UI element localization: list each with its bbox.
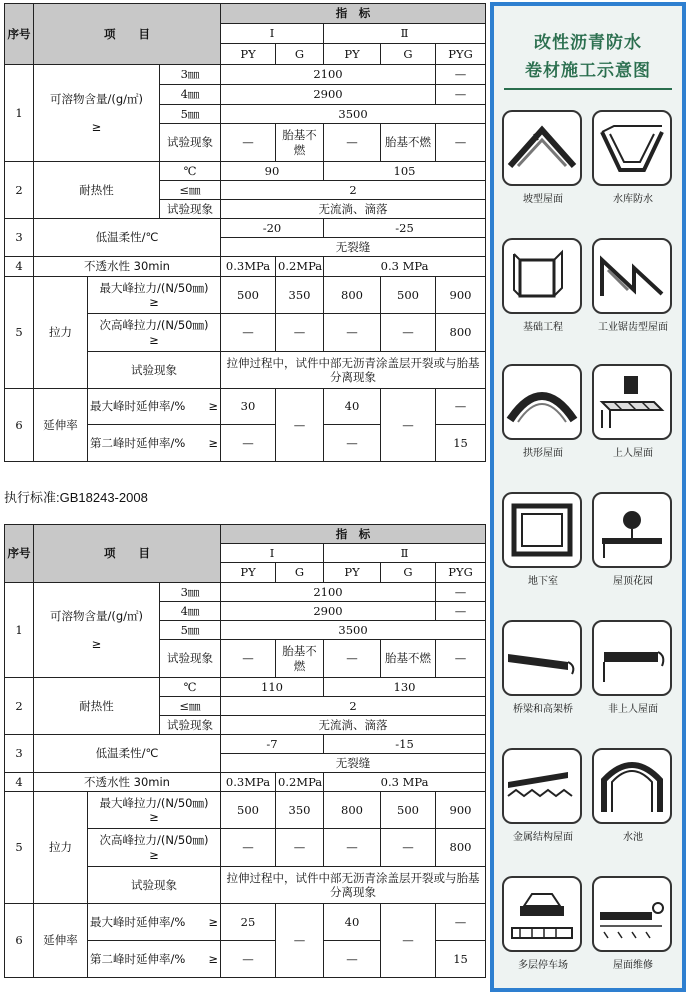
arched-roof-icon bbox=[504, 366, 580, 438]
row-no-4: 4 bbox=[5, 257, 34, 277]
header-item: 项 目 bbox=[34, 4, 221, 65]
dash: — bbox=[436, 602, 486, 621]
max-force-py-i: 500 bbox=[221, 792, 276, 829]
tensile-label: 拉力 bbox=[34, 277, 88, 389]
reservoir-icon bbox=[594, 112, 670, 184]
col-pyg: PYG bbox=[436, 563, 486, 583]
thickness-5mm: 5㎜ bbox=[160, 105, 221, 124]
row-no-1: 1 bbox=[5, 583, 34, 678]
tile-reservoir bbox=[592, 110, 674, 205]
dash: — bbox=[381, 389, 436, 462]
tile-pool bbox=[592, 748, 674, 843]
water-py-i: 0.3MPa bbox=[221, 257, 276, 277]
header-no: 序号 bbox=[5, 525, 34, 583]
dash: — bbox=[276, 829, 324, 867]
foundation-icon bbox=[504, 240, 580, 312]
basement-icon bbox=[504, 494, 580, 566]
max-elong-py-ii: 40 bbox=[324, 904, 381, 941]
grade-ii: Ⅱ bbox=[324, 544, 486, 563]
tile-non-accessible-roof bbox=[592, 620, 674, 715]
tile-label: 上人屋面 bbox=[613, 448, 653, 459]
heat-phenomenon: 无流淌、滴落 bbox=[221, 200, 486, 219]
water-py-i: 0.3MPa bbox=[221, 773, 276, 792]
tile-bridge bbox=[502, 620, 584, 715]
tensile-phenomenon-label: 试验现象 bbox=[88, 352, 221, 389]
second-elong-pyg: 15 bbox=[436, 425, 486, 462]
max-peak-elong-label: 最大峰时延伸率/% ≥ bbox=[88, 389, 221, 425]
solubles-name: 可溶物含量/(g/㎡) bbox=[49, 608, 144, 623]
heat-temp-i: 110 bbox=[221, 678, 324, 697]
sloped-roof-icon bbox=[504, 112, 580, 184]
non-accessible-roof-icon bbox=[594, 622, 670, 694]
max-elong-py-i: 25 bbox=[221, 904, 276, 941]
col-g-i: G bbox=[276, 44, 324, 65]
tile-roof-garden bbox=[592, 492, 674, 587]
dash: — bbox=[436, 583, 486, 602]
row-no-2: 2 bbox=[5, 162, 34, 219]
col-py-i: PY bbox=[221, 44, 276, 65]
sidebar-title-line1: 改性沥青防水 bbox=[534, 33, 642, 53]
max-peak-force-label: 最大峰拉力/(N/50㎜) ≥ bbox=[88, 277, 221, 314]
tile-label: 屋顶花园 bbox=[613, 576, 653, 587]
dash: — bbox=[324, 124, 381, 162]
dash: — bbox=[221, 314, 276, 352]
dash: — bbox=[276, 904, 324, 978]
construction-diagram-panel bbox=[490, 2, 686, 992]
solubles-5mm: 3500 bbox=[221, 105, 486, 124]
solubles-3mm: 2100 bbox=[221, 583, 436, 602]
dash: — bbox=[276, 389, 324, 462]
row-no-1: 1 bbox=[5, 65, 34, 162]
celsius-label: ℃ bbox=[160, 162, 221, 181]
tile-label: 水池 bbox=[623, 832, 643, 843]
heat-temp-ii: 130 bbox=[324, 678, 486, 697]
thickness-3mm: 3㎜ bbox=[160, 65, 221, 85]
tile-label: 地下室 bbox=[528, 576, 558, 587]
thickness-4mm: 4㎜ bbox=[160, 85, 221, 105]
low-temp-phenomenon: 无裂缝 bbox=[221, 754, 486, 773]
tile-label: 拱形屋面 bbox=[523, 448, 563, 459]
header-index: 指 标 bbox=[221, 4, 486, 24]
max-force-g-ii: 500 bbox=[381, 792, 436, 829]
sawtooth-roof-icon bbox=[594, 240, 670, 312]
col-py-i: PY bbox=[221, 563, 276, 583]
sidebar-title-line2: 卷材施工示意图 bbox=[525, 61, 651, 81]
celsius-label: ℃ bbox=[160, 678, 221, 697]
max-peak-force-label: 最大峰拉力/(N/50㎜) ≥ bbox=[88, 792, 221, 829]
header-item: 项 目 bbox=[34, 525, 221, 583]
max-force-g-ii: 500 bbox=[381, 277, 436, 314]
no-burn-ii: 胎基不燃 bbox=[381, 640, 436, 678]
tile-label: 非上人屋面 bbox=[608, 704, 658, 715]
dash: — bbox=[221, 124, 276, 162]
dash: — bbox=[221, 829, 276, 867]
col-py-ii: PY bbox=[324, 563, 381, 583]
col-pyg: PYG bbox=[436, 44, 486, 65]
tile-basement bbox=[502, 492, 584, 587]
tile-label: 工业锯齿型屋面 bbox=[598, 322, 668, 333]
header-index: 指 标 bbox=[221, 525, 486, 544]
water-g-i: 0.2MPa bbox=[276, 773, 324, 792]
tile-label: 多层停车场 bbox=[518, 960, 568, 971]
tile-label: 屋面维修 bbox=[613, 960, 653, 971]
solubles-4mm: 2900 bbox=[221, 85, 436, 105]
accessible-roof-icon bbox=[594, 366, 670, 438]
dash: — bbox=[324, 425, 381, 462]
max-force-py-ii: 800 bbox=[324, 277, 381, 314]
tile-sawtooth-roof bbox=[592, 238, 674, 333]
col-g-ii: G bbox=[381, 44, 436, 65]
spec-table-1 bbox=[4, 3, 486, 462]
dash: — bbox=[324, 941, 381, 978]
heat-temp-i: 90 bbox=[221, 162, 324, 181]
tile-label: 桥梁和高架桥 bbox=[513, 704, 573, 715]
grade-i: Ⅰ bbox=[221, 24, 324, 44]
dash: — bbox=[381, 829, 436, 867]
low-temp-i: -20 bbox=[221, 219, 324, 238]
bridge-icon bbox=[504, 622, 580, 694]
dash: — bbox=[324, 640, 381, 678]
dash: — bbox=[221, 941, 276, 978]
low-temp-phenomenon: 无裂缝 bbox=[221, 238, 486, 257]
heat-phenomenon: 无流淌、滴落 bbox=[221, 716, 486, 735]
roof-garden-icon bbox=[594, 494, 670, 566]
row-no-5: 5 bbox=[5, 792, 34, 904]
heat-slip: 2 bbox=[221, 181, 486, 200]
pool-icon bbox=[594, 750, 670, 822]
no-burn-i: 胎基不燃 bbox=[276, 640, 324, 678]
tensile-phenomenon-label: 试验现象 bbox=[88, 867, 221, 904]
row-no-3: 3 bbox=[5, 735, 34, 773]
dash: — bbox=[221, 640, 276, 678]
water-ii: 0.3 MPa bbox=[324, 257, 486, 277]
row-no-3: 3 bbox=[5, 219, 34, 257]
max-force-py-i: 500 bbox=[221, 277, 276, 314]
dash: — bbox=[436, 124, 486, 162]
dash: — bbox=[381, 314, 436, 352]
max-elong-py-i: 30 bbox=[221, 389, 276, 425]
max-force-pyg: 900 bbox=[436, 277, 486, 314]
heat-slip: 2 bbox=[221, 697, 486, 716]
tile-foundation bbox=[502, 238, 584, 333]
second-elong-pyg: 15 bbox=[436, 941, 486, 978]
tensile-phenomenon: 拉伸过程中，试件中部无沥青涂盖层开裂或与胎基分离现象 bbox=[221, 867, 486, 904]
col-g-ii: G bbox=[381, 563, 436, 583]
tile-label: 水库防水 bbox=[613, 194, 653, 205]
max-force-g-i: 350 bbox=[276, 792, 324, 829]
header-no: 序号 bbox=[5, 4, 34, 65]
parking-icon bbox=[504, 878, 580, 950]
tensile-phenomenon: 拉伸过程中，试件中部无沥青涂盖层开裂或与胎基分离现象 bbox=[221, 352, 486, 389]
second-peak-elong-label: 第二峰时延伸率/% ≥ bbox=[88, 941, 221, 978]
second-peak-elong-label: 第二峰时延伸率/% ≥ bbox=[88, 425, 221, 462]
standard-line: 执行标准:GB18243-2008 bbox=[4, 490, 148, 505]
water-g-i: 0.2MPa bbox=[276, 257, 324, 277]
tile-roof-repair bbox=[592, 876, 674, 971]
dash: — bbox=[381, 904, 436, 978]
dash: — bbox=[436, 389, 486, 425]
test-phenomenon-label: 试验现象 bbox=[160, 200, 221, 219]
solubles-5mm: 3500 bbox=[221, 621, 486, 640]
metal-roof-icon bbox=[504, 750, 580, 822]
dash: — bbox=[436, 640, 486, 678]
le-mm-label: ≤㎜ bbox=[160, 697, 221, 716]
tensile-label: 拉力 bbox=[34, 792, 88, 904]
low-temp-i: -7 bbox=[221, 735, 324, 754]
le-mm-label: ≤㎜ bbox=[160, 181, 221, 200]
heat-temp-ii: 105 bbox=[324, 162, 486, 181]
max-peak-elong-label: 最大峰时延伸率/% ≥ bbox=[88, 904, 221, 941]
row-no-4: 4 bbox=[5, 773, 34, 792]
tile-label: 金属结构屋面 bbox=[513, 832, 573, 843]
low-temp-ii: -25 bbox=[324, 219, 486, 238]
low-temp-label: 低温柔性/℃ bbox=[34, 219, 221, 257]
roof-repair-icon bbox=[594, 878, 670, 950]
second-force-pyg: 800 bbox=[436, 829, 486, 867]
second-peak-force-label: 次高峰拉力/(N/50㎜) ≥ bbox=[88, 314, 221, 352]
elongation-label: 延伸率 bbox=[34, 389, 88, 462]
tile-label: 基础工程 bbox=[523, 322, 563, 333]
solubles-geq: ≥ bbox=[91, 637, 102, 651]
dash: — bbox=[436, 904, 486, 941]
grade-ii: Ⅱ bbox=[324, 24, 486, 44]
col-py-ii: PY bbox=[324, 44, 381, 65]
max-force-pyg: 900 bbox=[436, 792, 486, 829]
col-g-i: G bbox=[276, 563, 324, 583]
heat-label: 耐热性 bbox=[34, 678, 160, 735]
low-temp-ii: -15 bbox=[324, 735, 486, 754]
dash: — bbox=[324, 314, 381, 352]
tile-label: 坡型屋面 bbox=[523, 194, 563, 205]
spec-table-2 bbox=[4, 524, 486, 978]
no-burn-i: 胎基不燃 bbox=[276, 124, 324, 162]
dash: — bbox=[276, 314, 324, 352]
solubles-name: 可溶物含量/(g/㎡) bbox=[49, 91, 144, 106]
thickness-3mm: 3㎜ bbox=[160, 583, 221, 602]
water-ii: 0.3 MPa bbox=[324, 773, 486, 792]
test-phenomenon-label: 试验现象 bbox=[160, 640, 221, 678]
solubles-geq: ≥ bbox=[91, 120, 102, 134]
row-no-2: 2 bbox=[5, 678, 34, 735]
tile-metal-roof bbox=[502, 748, 584, 843]
second-peak-force-label: 次高峰拉力/(N/50㎜) ≥ bbox=[88, 829, 221, 867]
solubles-3mm: 2100 bbox=[221, 65, 436, 85]
row-no-6: 6 bbox=[5, 389, 34, 462]
row-no-6: 6 bbox=[5, 904, 34, 978]
elongation-label: 延伸率 bbox=[34, 904, 88, 978]
solubles-label bbox=[34, 65, 160, 162]
row-no-5: 5 bbox=[5, 277, 34, 389]
solubles-label bbox=[34, 583, 160, 678]
heat-label: 耐热性 bbox=[34, 162, 160, 219]
dash: — bbox=[221, 425, 276, 462]
tile-parking bbox=[502, 876, 584, 971]
solubles-4mm: 2900 bbox=[221, 602, 436, 621]
max-force-py-ii: 800 bbox=[324, 792, 381, 829]
tile-sloped-roof bbox=[502, 110, 584, 205]
low-temp-label: 低温柔性/℃ bbox=[34, 735, 221, 773]
dash: — bbox=[436, 85, 486, 105]
test-phenomenon-label: 试验现象 bbox=[160, 124, 221, 162]
test-phenomenon-label: 试验现象 bbox=[160, 716, 221, 735]
impermeability-label: 不透水性 30min bbox=[34, 257, 221, 277]
dash: — bbox=[324, 829, 381, 867]
second-force-pyg: 800 bbox=[436, 314, 486, 352]
no-burn-ii: 胎基不燃 bbox=[381, 124, 436, 162]
tile-arched-roof bbox=[502, 364, 584, 459]
thickness-4mm: 4㎜ bbox=[160, 602, 221, 621]
sidebar-title-rule bbox=[504, 88, 672, 90]
tile-accessible-roof bbox=[592, 364, 674, 459]
max-force-g-i: 350 bbox=[276, 277, 324, 314]
thickness-5mm: 5㎜ bbox=[160, 621, 221, 640]
dash: — bbox=[436, 65, 486, 85]
grade-i: Ⅰ bbox=[221, 544, 324, 563]
construction-diagram-inner bbox=[494, 6, 682, 988]
impermeability-label: 不透水性 30min bbox=[34, 773, 221, 792]
max-elong-py-ii: 40 bbox=[324, 389, 381, 425]
